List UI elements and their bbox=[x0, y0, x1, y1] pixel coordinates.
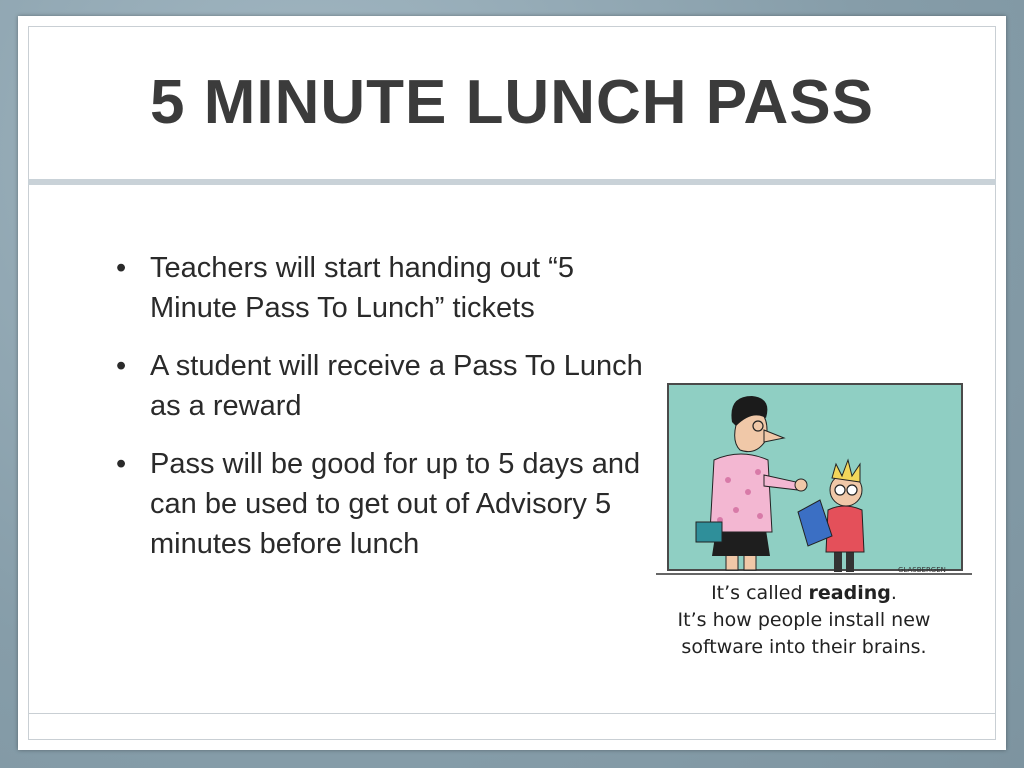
bullet-item bbox=[108, 444, 668, 564]
bullet-item bbox=[108, 346, 668, 426]
bullet-text: A student will receive a Pass To Lunch as a reward bbox=[150, 350, 643, 422]
title-divider bbox=[28, 179, 996, 185]
caption-line-1: It’s called reading. bbox=[711, 582, 897, 604]
title-area bbox=[28, 26, 996, 178]
bullet-icon: • bbox=[116, 350, 127, 382]
cartoon-signature: GLASBERGEN bbox=[898, 566, 946, 574]
cartoon-caption bbox=[636, 580, 972, 661]
caption-line-2: It’s how people install new bbox=[677, 609, 931, 631]
caption-line-3: software into their brains. bbox=[681, 636, 927, 658]
slide-title: 5 MINUTE LUNCH PASS bbox=[149, 67, 874, 137]
footer-divider bbox=[28, 713, 996, 714]
bullet-text: Pass will be good for up to 5 days and can be used to get out of Advisory 5 minutes before lunch bbox=[150, 448, 641, 560]
bullet-text: Teachers will start handing out “5 Minute Pass To Lunch” tickets bbox=[150, 252, 574, 324]
bullet-icon: • bbox=[116, 448, 127, 480]
bullet-list bbox=[108, 248, 668, 582]
caption-emphasis: reading bbox=[808, 582, 891, 604]
bullet-icon: • bbox=[116, 252, 127, 284]
bullet-item bbox=[108, 248, 668, 328]
